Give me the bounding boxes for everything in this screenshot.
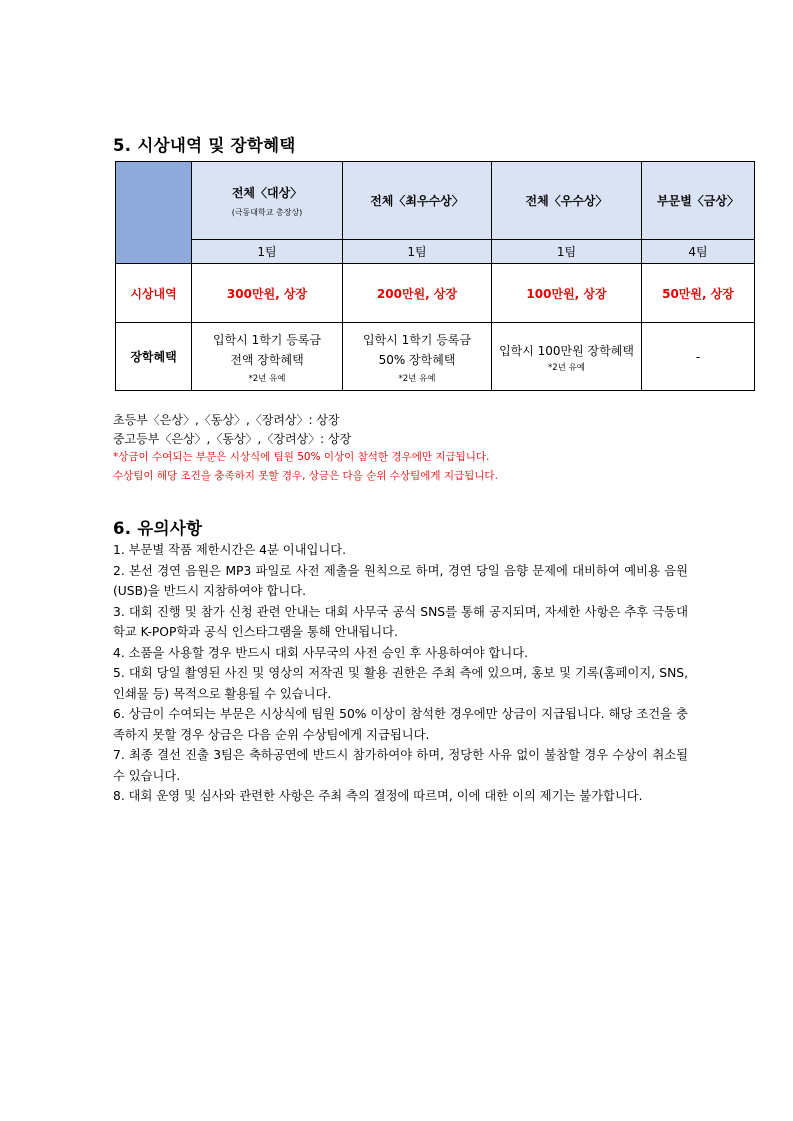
award-amount: 50만원, 상장 [642,264,755,323]
award-row-label: 시상내역 [116,264,192,323]
list-item: 5. 대회 당일 촬영된 사진 및 영상의 저작권 및 활용 권한은 주최 측에 있으며, 홍보 및 기록(홈페이지, SNS, 인쇄물 등) 목적으로 활용될 수 있습니다. [113,666,688,701]
scholarship-note: *2년 유예 [398,373,436,384]
note-red-2: 수상팀이 해당 조건을 충족하지 못할 경우, 상금은 다음 순위 수상팀에게 지급됩니다. [113,469,498,482]
header-title: 전체〈우수상〉 [525,194,608,208]
scholarship-line: 입학시 1학기 등록금 [362,332,471,347]
award-amount: 100만원, 상장 [492,264,642,323]
note-red-1: *상금이 수여되는 부문은 시상식에 팀원 50% 이상이 참석한 경우에만 지급됩니다. [113,451,490,463]
scholarship-cell [642,323,755,391]
list-item: 2. 본선 경연 음원은 MP3 파일로 사전 제출을 원칙으로 하며, 경연 당일 음향 문제에 대비하여 예비용 음원(USB)을 반드시 지참하여야 합니다. [113,563,688,598]
scholarship-line: 입학시 100만원 장학혜택 [499,343,634,358]
list-item: 3. 대회 진행 및 참가 신청 관련 안내는 대회 사무국 공식 SNS를 통해 공지되며, 자세한 사항은 추후 극동대학교 K-POP학과 공식 인스타그램을 통해 안내됩니다. [113,604,688,639]
note-elementary: 초등부〈은상〉,〈동상〉,〈장려상〉: 상장 [113,413,340,427]
scholarship-cell [192,323,343,391]
header-title: 전체〈최우수상〉 [370,194,464,208]
table-corner-cell [116,162,192,264]
scholarship-note: *2년 유예 [248,373,286,384]
list-item: 4. 소품을 사용할 경우 반드시 대회 사무국의 사전 승인 후 사용하여야 합니다. [113,645,529,660]
team-count: 1팀 [343,240,492,264]
precautions-list [113,540,688,807]
list-item: 6. 상금이 수여되는 부문은 시상식에 팀원 50% 이상이 참석한 경우에만 상금이 지급됩니다. 해당 조건을 충족하지 못할 경우 상금은 다음 순위 수상팀에게 지급됩니다. [113,707,688,742]
team-count: 4팀 [642,240,755,264]
header-title: 전체〈대상〉 [231,185,303,200]
scholarship-cell [492,323,642,391]
list-item: 8. 대회 운영 및 심사와 관련한 사항은 주최 측의 결정에 따르며, 이에 대한 이의 제기는 불가합니다. [113,789,643,803]
award-notes [113,411,498,485]
section-5-title: 5. 시상내역 및 장학혜택 [113,136,296,155]
note-middle-high: 중고등부〈은상〉,〈동상〉,〈장려상〉: 상장 [113,431,352,446]
list-item: 1. 부문별 작품 제한시간은 4분 이내입니다. [113,543,347,557]
scholarship-note: *2년 유예 [548,362,585,373]
scholarship-line: 50% 장학혜택 [378,352,456,367]
team-count: 1팀 [192,240,343,264]
section-6-title: 6. 유의사항 [113,519,203,538]
award-amount: 300만원, 상장 [192,264,343,323]
header-gold [642,162,755,240]
award-table [115,161,755,391]
scholarship-cell [343,323,492,391]
scholarship-line: 전액 장학혜택 [230,352,304,367]
header-excellence [343,162,492,240]
team-count: 1팀 [492,240,642,264]
header-grand-prize [192,162,343,240]
scholarship-line: 입학시 1학기 등록금 [212,332,321,347]
list-item: 7. 최종 결선 진출 3팀은 축하공연에 반드시 참가하여야 하며, 정당한 사유 없이 불참할 경우 수상이 취소될 수 있습니다. [113,748,688,783]
header-merit [492,162,642,240]
header-title: 부문별〈금상〉 [657,194,739,208]
scholarship-row-label: 장학혜택 [116,323,192,391]
award-amount: 200만원, 상장 [343,264,492,323]
scholarship-line: - [695,349,701,364]
header-subtitle: (극동대학교 총장상) [231,207,303,217]
